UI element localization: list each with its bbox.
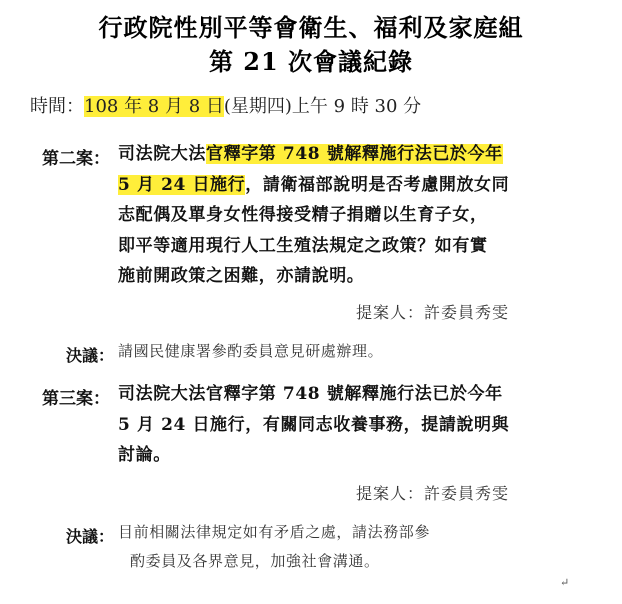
case2-line1 bbox=[118, 139, 509, 170]
case2-line5: 施前開政策之困難，亦請說明。 bbox=[118, 266, 365, 286]
document-title: 行政院性別平等會衛生、福利及家庭組 bbox=[98, 13, 524, 42]
case2-line2 bbox=[118, 170, 509, 201]
time-label: 時間： bbox=[30, 96, 84, 117]
case2-line1-highlight: 官釋字第 748 號解釋施行法已於今年 bbox=[206, 144, 503, 164]
case2-line4: 即平等適用現行人工生殖法規定之政策？如有實 bbox=[118, 235, 488, 256]
case3-resolution-label: 決議： bbox=[66, 527, 115, 546]
paragraph-mark-icon: ↵ bbox=[560, 576, 570, 589]
case3-resolution bbox=[118, 518, 430, 576]
time-rest: (星期四)上午 9 時 30 分 bbox=[223, 96, 422, 117]
case2-line2-highlight: 5 月 24 日施行 bbox=[118, 174, 246, 195]
case2-line2-plain: ，請衛福部說明是否考慮開放女同 bbox=[245, 174, 510, 195]
case3-resolution-line2: 酌委員及各界意見，加強社會溝通。 bbox=[130, 552, 380, 570]
case2-resolution-label: 決議： bbox=[66, 346, 115, 365]
meeting-time bbox=[30, 92, 421, 118]
case2-resolution bbox=[118, 337, 383, 366]
case3-line1: 司法院大法官釋字第 748 號解釋施行法已於今年 bbox=[118, 384, 503, 404]
case2-line3: 志配偶及單身女性得接受精子捐贈以生育子女， bbox=[118, 205, 488, 225]
case3-line3: 討論。 bbox=[118, 445, 171, 465]
case3-label: 第三案： bbox=[42, 389, 110, 409]
document-subtitle: 第 21 次會議紀錄 bbox=[208, 47, 414, 76]
case2-body bbox=[118, 139, 509, 292]
case2-proposer: 提案人：許委員秀雯 bbox=[356, 303, 510, 322]
case3-body bbox=[118, 379, 509, 471]
case3-line2: 5 月 24 日施行，有關同志收養事務，提請說明與 bbox=[118, 414, 510, 435]
case3-proposer: 提案人：許委員秀雯 bbox=[356, 484, 510, 503]
time-date-highlighted: 108 年 8 月 8 日 bbox=[84, 96, 224, 117]
case2-line1-plain: 司法院大法 bbox=[118, 144, 206, 164]
case2-label: 第二案： bbox=[42, 149, 110, 169]
case2-resolution-line1: 請國民健康署參酌委員意見研處辦理。 bbox=[118, 342, 384, 360]
case3-resolution-line1: 目前相關法律規定如有矛盾之處，請法務部參 bbox=[118, 523, 431, 541]
